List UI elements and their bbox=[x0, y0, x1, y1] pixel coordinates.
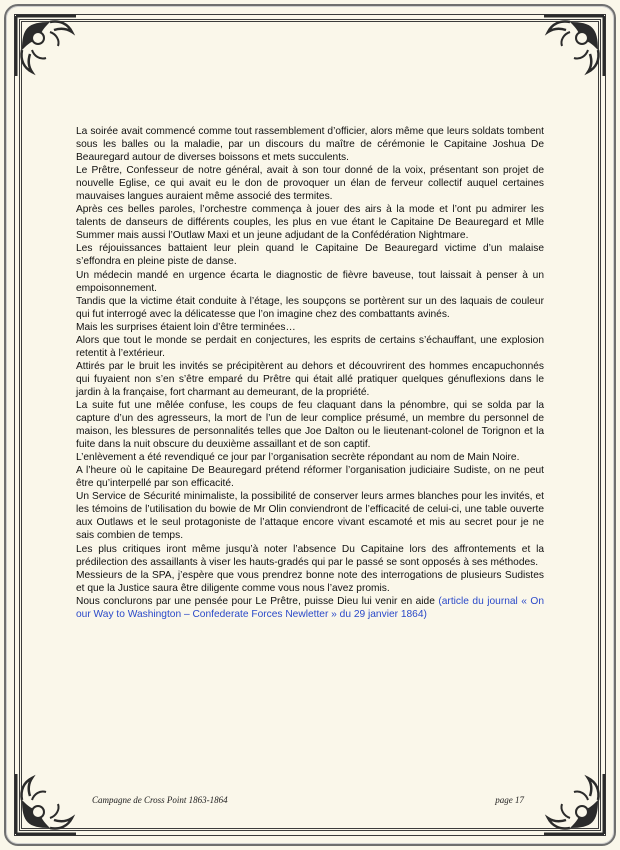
paragraph: Alors que tout le monde se perdait en conjectures, les esprits de certains s’échauffant, une explosion retentit à l’extérieur. bbox=[76, 334, 544, 359]
paragraph: Les réjouissances battaient leur plein quand le Capitaine De Beauregard victime d’un malaise s’effondra en pleine piste de danse. bbox=[76, 243, 544, 268]
footer-campaign-title: Campagne de Cross Point 1863-1864 bbox=[92, 795, 228, 805]
paragraph: A l’heure où le capitaine De Beauregard prétend réformer l’organisation judiciaire Sudiste, on ne peut être qu’interpellé par son efficacité. bbox=[76, 465, 544, 490]
closing-paragraph bbox=[76, 595, 544, 621]
paragraph: Messieurs de la SPA, j’espère que vous prendrez bonne note des interrogations de plusieurs Sudistes et que la Justice saura être diligente comme vous nous l’avez promis. bbox=[76, 569, 544, 594]
paragraph: Mais les surprises étaient loin d’être terminées… bbox=[76, 321, 296, 333]
corner-ornament-icon bbox=[10, 10, 82, 82]
paragraph: L’enlèvement a été revendiqué ce jour par l’organisation secrète répondant au nom de Main Noire. bbox=[76, 452, 520, 464]
article-body bbox=[76, 125, 544, 621]
paragraph: La soirée avait commencé comme tout rassemblement d’officier, alors même que leurs soldats tombent sous les balles ou la maladie, par un discours du maître de cérémonie le Capitaine Joshua De Beauregard autour de diverses boissons et mets succulents. bbox=[76, 126, 544, 164]
paragraph: La suite fut une mêlée confuse, les coups de feu claquant dans la pénombre, qui se solda par la capture d’un des agresseurs, la mort de l’un de leur complice présumé, un membre du personnel de maison, les blessures de personnalités telles que Joe Dalton ou le lieutenant-colonel de Torignon et la fuite dans la nuit obscure du deuxième assaillant et de son captif. bbox=[76, 399, 544, 451]
corner-ornament-icon bbox=[10, 768, 82, 840]
paragraph: Le Prêtre, Confesseur de notre général, avait à son tour donné de la voix, présentant son projet de nouvelle Eglise, ce qui avait eu le don de provoquer un élan de ferveur collectif auquel certaines mauvaises langues auraient même associé des termites. bbox=[76, 165, 544, 203]
paragraph: Tandis que la victime était conduite à l’étage, les soupçons se portèrent sur un des laquais de couleur qui fut interrogé avec la délicatesse que l’on imagine chez des combattants avinés. bbox=[76, 295, 544, 320]
paragraph: Attirés par le bruit les invités se précipitèrent au dehors et découvrirent des hommes encapuchonnés qui fuyaient non s’en s’être emparé du Prêtre qui était allé pratiquer quelques génuflexions dans le jardin à la française, fort charmant au demeurant, de la propriété. bbox=[76, 360, 544, 398]
paragraph: Après ces belles paroles, l’orchestre commença à jouer des airs à la mode et l’ont pu admirer les talents de danseurs de différents couples, les plus en vue étant le Capitaine De Beauregard et Mlle Summer mais aussi l’Outlaw Maxi et un jeune adjudant de la Confédération Nightmare. bbox=[76, 204, 544, 242]
paragraph: Un médecin mandé en urgence écarta le diagnostic de fièvre baveuse, tout laissait à penser à un empoisonnement. bbox=[76, 269, 544, 294]
footer-page-number: page 17 bbox=[495, 795, 524, 805]
paragraph: Un Service de Sécurité minimaliste, la possibilité de conserver leurs armes blanches pour les invités, et les témoins de l’utilisation du bowie de Mr Olin conviendront de l’efficacité de celui-ci, une table ouverte aux Outlaws et le seul protagoniste de l’attaque encore vivant escamoté et mis au secret pour je ne sais combien de temps. bbox=[76, 491, 544, 542]
paragraph: Les plus critiques iront même jusqu’à noter l’absence Du Capitaine lors des affrontements et la prédilection des assaillants à viser les hauts-gradés qui par le passé se sont opposés à ses méthodes. bbox=[76, 543, 544, 568]
article-source-link[interactable]: (article du journal « On our Way to Washington – Confederate Forces Newletter » du 29 janvier 1864) bbox=[76, 595, 545, 620]
corner-ornament-icon bbox=[538, 768, 610, 840]
corner-ornament-icon bbox=[538, 10, 610, 82]
closing-text: Nous conclurons par une pensée pour Le Prêtre, puisse Dieu lui venir en aide bbox=[76, 595, 439, 607]
